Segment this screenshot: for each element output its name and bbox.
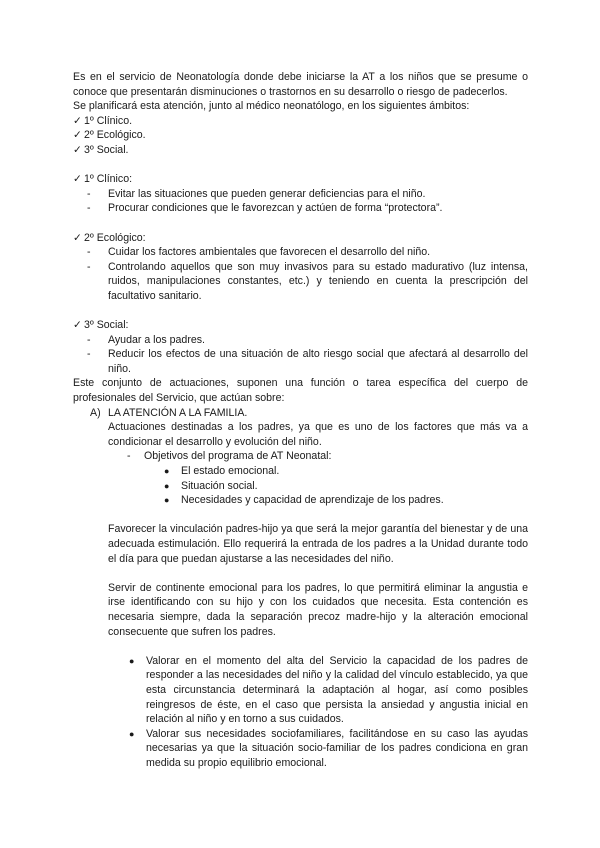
valorar-item: ● Valorar en el momento del alta del Servicio la capacidad de los padres de responder a las necesidades del niño y la calidad del vínculo establecido, ya que esta circunstancia determinará la adaptación al hogar, así como posibles reingresos de éste, en el caso que persista la ansiedad y angustia inicial en relación al niño y en torno a sus cuidados.: [129, 654, 528, 726]
check-icon: ✓: [73, 319, 82, 332]
check-icon: ✓: [73, 173, 82, 186]
conjunto-paragraph: Este conjunto de actuaciones, suponen una función o tarea específica del cuerpo de profesionales del Servicio, que actúan sobre:: [73, 377, 528, 405]
list-item: - Ayudar a los padres.: [87, 333, 205, 346]
scope-label: 1º Clínico.: [84, 114, 133, 127]
bullet-icon: ●: [164, 495, 170, 506]
check-icon: ✓: [73, 129, 82, 142]
dash-icon: -: [87, 260, 91, 273]
ecologico-heading: [73, 231, 528, 246]
objetivos-label: Objetivos del programa de AT Neonatal:: [144, 450, 332, 463]
section-a-paragraph: Actuaciones destinadas a los padres, ya que es uno de los factores que más va a condicionar el desarrollo y evolución del niño.: [108, 421, 528, 448]
list-item: - Controlando aquellos que son muy invasivos para su estado madurativo (luz intensa, ruidos, manipulaciones constantes, etc.) y teniendo en cuenta la prescripción del facultativo sanitario.: [87, 260, 528, 302]
list-item: - Reducir los efectos de una situación de alto riesgo social que afectará al desarrollo del niño.: [87, 348, 528, 375]
bullet-icon: ●: [129, 728, 135, 739]
check-icon: ✓: [73, 114, 82, 127]
scope-label: 3º Social.: [84, 143, 129, 156]
objetivo-item: ● El estado emocional.: [164, 465, 280, 478]
dash-icon: -: [127, 450, 131, 463]
continente-paragraph: Servir de continente emocional para los padres, lo que permitirá eliminar la angustia e irse identificando con su hijo y con los cuidados que necesita. Esta contención es necesaria siempre, dada la separación precoz madre-hijo y la alteración emocional consecuente que sufren los padres.: [108, 581, 528, 638]
check-icon: ✓: [73, 143, 82, 156]
section-a-title: LA ATENCIÓN A LA FAMILIA.: [108, 406, 248, 419]
section-heading: 3º Social:: [84, 319, 129, 332]
scope-item: [73, 128, 528, 143]
check-icon: ✓: [73, 231, 82, 244]
objetivos-label-row: [73, 449, 528, 464]
scope-label: 2º Ecológico.: [84, 129, 146, 142]
scope-item: [73, 114, 528, 129]
bullet-icon: ●: [129, 655, 135, 666]
social-heading: [73, 318, 528, 333]
dash-icon: -: [87, 348, 91, 361]
list-item: - Procurar condiciones que le favorezcan y actúen de forma “protectora”.: [87, 202, 443, 215]
objetivo-item: ● Situación social.: [164, 479, 258, 492]
dash-icon: -: [87, 246, 91, 259]
intro-scopes-sentence: Se planificará esta atención, junto al médico neonatólogo, en los siguientes ámbitos:: [73, 100, 470, 113]
scope-item: [73, 143, 528, 158]
intro-paragraph: Es en el servicio de Neonatología donde debe iniciarse la AT a los niños que se presume o conoce que presentarán disminuciones o trastornos en su desarrollo o riesgo de padecerlos.: [73, 71, 528, 98]
document-page: [73, 70, 528, 771]
section-a-heading: [73, 406, 528, 421]
list-item: - Cuidar los factores ambientales que favorecen el desarrollo del niño.: [87, 246, 431, 259]
valorar-item: ● Valorar sus necesidades sociofamiliares, facilitándose en su caso las ayudas necesarias ya que la situación socio-familiar de los padres condiciona en gran medida su propio equilibrio emocional.: [129, 727, 528, 769]
dash-icon: -: [87, 202, 91, 215]
clinico-heading: [73, 172, 528, 187]
objetivo-item: ● Necesidades y capacidad de aprendizaje de los padres.: [164, 494, 444, 507]
dash-icon: -: [87, 333, 91, 346]
section-heading: 1º Clínico:: [84, 173, 133, 186]
list-item: - Evitar las situaciones que pueden generar deficiencias para el niño.: [87, 187, 426, 200]
section-letter: A): [90, 406, 101, 419]
vinculacion-paragraph: Favorecer la vinculación padres-hijo ya que será la mejor garantía del bienestar y de una adecuada estimulación. Ello requerirá la entrada de los padres a la Unidad durante todo el día para que puedan ajustarse a las necesidades del niño.: [108, 523, 528, 565]
bullet-icon: ●: [164, 480, 170, 491]
dash-icon: -: [87, 187, 91, 200]
section-heading: 2º Ecológico:: [84, 231, 146, 244]
bullet-icon: ●: [164, 466, 170, 477]
